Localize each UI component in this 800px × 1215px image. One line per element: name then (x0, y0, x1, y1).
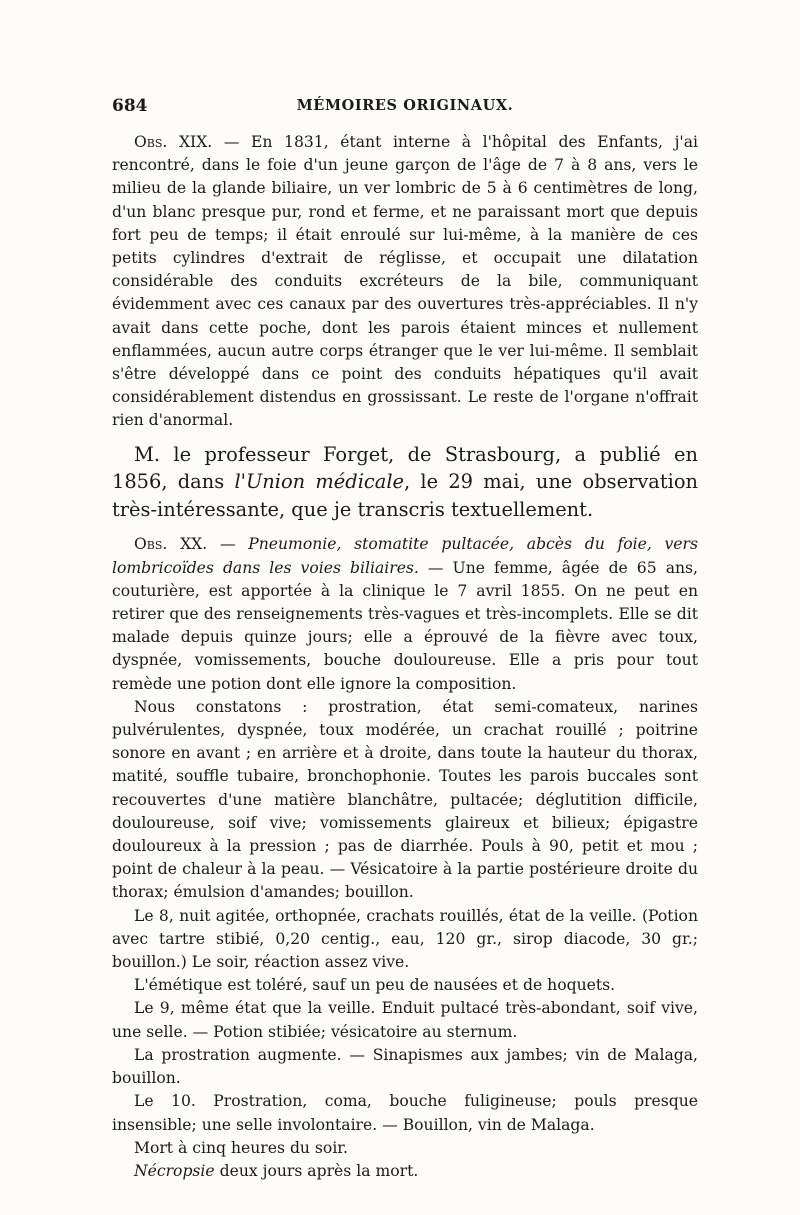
running-head: MÉMOIRES ORIGINAUX. (296, 97, 514, 114)
observation-20 (112, 533, 698, 1183)
paragraph: Le 8, nuit agitée, orthopnée, crachats rouillés, état de la veille. (Potion avec tartre stibié, 0,20 centig., eau, 120 gr., sirop diacode, 30 gr.; bouillon.) Le soir, réaction assez vive. (112, 906, 698, 972)
necropsy-label: Nécropsie (134, 1161, 215, 1180)
paragraph: Le 10. Prostration, coma, bouche fuligineuse; pouls presque insensible; une selle involontaire. — Bouillon, vin de Malaga. (112, 1092, 698, 1134)
obs-20-dash: — (207, 535, 249, 554)
obs-19-label: Obs. XIX. (134, 133, 213, 151)
necropsy-text: deux jours après la mort. (214, 1161, 419, 1180)
obs-20-text: — Une femme, âgée de 65 ans, couturière, est apportée à la clinique le 7 avril 1855. On ne peut en retirer que des renseignements très-vagues et très-incomplets. Elle se dit malade depuis quinze jours; elle a éprouvé de la fièvre avec toux, dyspnée, vomissements, bouche douloureuse. Elle a pris pour tout remède une potion dont elle ignore la composition. (112, 558, 698, 693)
intro-paragraph (112, 441, 698, 524)
intro-part2: , le 29 mai, une observation très-intéressante, que je transcris textuellement. (112, 470, 698, 521)
obs-20-label: Obs. XX. (134, 535, 208, 554)
journal-title: l'Union médicale (234, 470, 404, 494)
obs-20-title: Pneumonie, stomatite pultacée, abcès du foie, vers lombricoïdes dans les voies biliaires. (112, 535, 698, 577)
obs-19-text: — En 1831, étant interne à l'hôpital des Enfants, j'ai rencontré, dans le foie d'un jeune garçon de l'âge de 7 à 8 ans, vers le milieu de la glande biliaire, un ver lombric de 5 à 6 centimètres de long, d'un blanc presque pur, rond et ferme, et ne paraissant mort que depuis fort peu de temps; il était enroulé sur lui-même, à la manière de ces petits cylindres d'extrait de réglisse, et occupait une dilatation considérable des conduits excréteurs de la bile, communiquant évidemment avec ces canaux par des ouvertures très-appréciables. Il n'y avait dans cette poche, dont les parois étaient minces et nullement enflammées, aucun autre corps étranger que le ver lui-même. Il semblait s'être développé dans ce point des conduits hépatiques qu'il avait considérablement distendus en grossissant. Le reste de l'organe n'offrait rien d'anormal. (112, 133, 699, 430)
paragraph: Le 9, même état que la veille. Enduit pultacé très-abondant, soif vive, une selle. — Potion stibiée; vésicatoire au sternum. (112, 999, 698, 1041)
paragraph: La prostration augmente. — Sinapismes aux jambes; vin de Malaga, bouillon. (112, 1045, 698, 1088)
observation-19 (112, 131, 698, 433)
paragraph: Nous constatons : prostration, état semi-comateux, narines pulvérulentes, dyspnée, toux modérée, un crachat rouillé ; poitrine sonore en avant ; en arrière et à droite, dans toute la hauteur du thorax, matité, souffle tubaire, bronchophonie. Toutes les parois buccales sont recouvertes d'une matière blanchâtre, pultacée; déglutition difficile, douloureuse, soif vive; vomissements glaireux et bilieux; épigastre douloureux à la pression ; pas de diarrhée. Pouls à 90, petit et mou ; point de chaleur à la peau. — Vésicatoire à la partie postérieure droite du thorax; émulsion d'amandes; bouillon. (112, 697, 698, 902)
page (112, 96, 698, 1183)
paragraph: Mort à cinq heures du soir. (134, 1138, 349, 1157)
intro-part1: M. le professeur Forget, de Strasbourg, a publié en 1856, dans (112, 442, 698, 494)
page-header (112, 96, 698, 126)
paragraph: L'émétique est toléré, sauf un peu de nausées et de hoquets. (134, 976, 616, 995)
page-number: 684 (112, 96, 148, 116)
